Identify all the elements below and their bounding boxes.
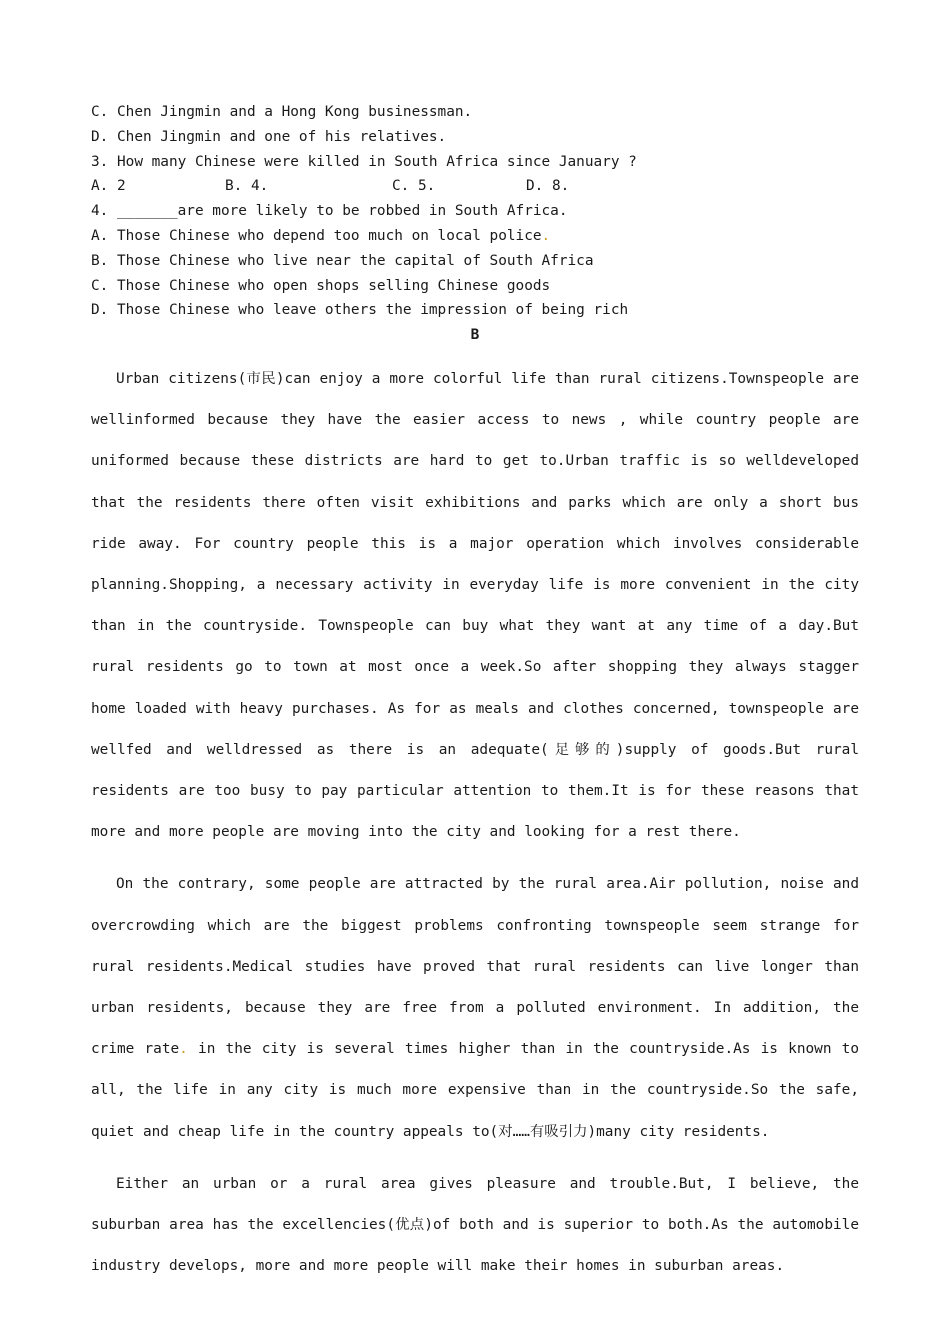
document-page [91, 100, 859, 1287]
question-4-option-a-text: A. Those Chinese who depend too much on local police [91, 227, 542, 244]
question-2-option-c: C. Chen Jingmin and a Hong Kong businessman. [91, 104, 473, 120]
question-3-stem: 3. How many Chinese were killed in South Africa since January ? [91, 153, 637, 170]
question-3-option-a: A. 2 [91, 178, 126, 195]
question-4-stem: 4. _______are more likely to be robbed in South Africa. [91, 203, 568, 220]
question-3-option-d: D. 8. [526, 178, 570, 195]
passage-paragraph-3: Either an urban or a rural area gives pleasure and trouble.But, I believe, the suburban area has the excellencies(优点)of both and is superior to both.As the automobile industry develops, more and more people will make their homes in suburban areas. [91, 1175, 859, 1275]
passage-paragraph-2-part-1: On the contrary, some people are attracted by the rural area.Air pollution, noise and overcrowding which are the biggest problems confronting townspeople seem strange for rural residents.Medical studies have proved that rural residents can live longer than urban residents, because they are free from a polluted environment. In addition, the crime rate [91, 876, 859, 1058]
question-3-option-c: C. 5. [392, 178, 436, 195]
passage-paragraph-1: Urban citizens(市民)can enjoy a more colorful life than rural citizens.Townspeople are wellinformed because they have the easier access to news , while country people are uniformed because these districts are hard to get to.Urban traffic is so welldeveloped that the residents there often visit exhibitions and parks which are only a short bus ride away. For country people this is a major operation which involves considerable planning.Shopping, a necessary activity in everyday life is more convenient in the city than in the countryside. Townspeople can buy what they want at any time of a day.But rural residents go to town at most once a week.So after shopping they always stagger home loaded with heavy purchases. As for as meals and clothes concerned, townspeople are wellfed and welldressed as there is an adequate(足够的)supply of goods.But rural residents are too busy to pay particular attention to them.It is for these reasons that more and more people are moving into the city and looking for a rest there. [91, 370, 859, 841]
question-3-options [91, 174, 859, 199]
punctuation-mark: . [179, 1041, 188, 1058]
question-4-option-a [91, 224, 859, 249]
question-3-option-b: B. 4. [225, 178, 269, 195]
passage-paragraph-2-part-2: in the city is several times higher than in the countryside.As is known to all, the life in any city is much more expensive than in the countryside.So the safe, quiet and cheap life in the country appeals to(对……有吸引力)many city residents. [91, 1041, 860, 1140]
question-4-option-d: D. Those Chinese who leave others the impression of being rich [91, 302, 629, 319]
passage-paragraph-2 [91, 853, 859, 1152]
question-4-option-c: C. Those Chinese who open shops selling Chinese goods [91, 277, 551, 294]
punctuation-mark: . [541, 227, 551, 244]
section-heading: B [470, 327, 480, 344]
question-4-option-b: B. Those Chinese who live near the capital of South Africa [91, 252, 594, 269]
question-2-option-d: D. Chen Jingmin and one of his relatives. [91, 128, 447, 145]
